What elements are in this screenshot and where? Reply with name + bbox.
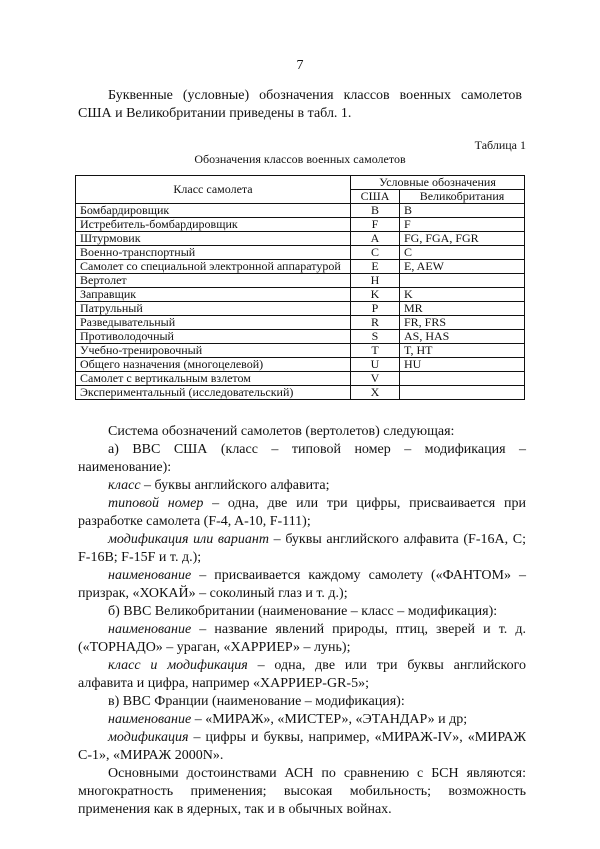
table-row <box>76 288 525 302</box>
paragraph <box>78 621 526 657</box>
cell-usa: R <box>351 316 400 330</box>
cell-class: Патрульный <box>76 302 351 316</box>
cell-class: Противолодочный <box>76 330 351 344</box>
definition: – одна, две или три цифры, присваивается при разработке самолета (F-4, A-10, F-111); <box>78 496 526 529</box>
table-row <box>76 218 525 232</box>
cell-usa: E <box>351 260 400 274</box>
cell-usa: P <box>351 302 400 316</box>
definition: – присваивается каждому самолету («ФАНТОМ» – призрак, «ХОКАЙ» – соколиный глаз и т. д.); <box>78 568 526 601</box>
cell-uk <box>400 372 525 386</box>
table-row <box>76 344 525 358</box>
table-row <box>76 246 525 260</box>
paragraph: Основными достоинствами АСН по сравнению с БСН являются: многократность применения; высокая мобильность; возможность применения как в ядерных, так и в обычных войнах. <box>78 766 526 817</box>
cell-class: Самолет с вертикальным взлетом <box>76 372 351 386</box>
header-usa: США <box>351 190 400 204</box>
cell-usa: H <box>351 274 400 288</box>
cell-usa: F <box>351 218 400 232</box>
table-row <box>76 302 525 316</box>
aircraft-class-table <box>75 175 525 400</box>
paragraph: б) ВВС Великобритании (наименование – класс – модификация): <box>108 604 498 619</box>
table-row <box>76 330 525 344</box>
cell-class: Экспериментальный (исследовательский) <box>76 386 351 400</box>
table-row <box>76 274 525 288</box>
table-row <box>76 204 525 218</box>
paragraph <box>78 495 526 531</box>
cell-uk: AS, HAS <box>400 330 525 344</box>
cell-class: Бомбардировщик <box>76 204 351 218</box>
table-row <box>76 372 525 386</box>
cell-uk: E, AEW <box>400 260 525 274</box>
body-text <box>78 423 526 819</box>
term: наименование <box>108 712 192 727</box>
cell-usa: U <box>351 358 400 372</box>
cell-uk: K <box>400 288 525 302</box>
cell-class: Истребитель-бомбардировщик <box>76 218 351 232</box>
cell-uk: HU <box>400 358 525 372</box>
cell-usa: S <box>351 330 400 344</box>
paragraph <box>78 477 526 495</box>
cell-usa: K <box>351 288 400 302</box>
cell-uk: B <box>400 204 525 218</box>
term: модификация <box>108 730 189 745</box>
header-uk: Великобритания <box>400 190 525 204</box>
cell-usa: A <box>351 232 400 246</box>
paragraph <box>78 657 526 693</box>
definition: – «МИРАЖ», «МИСТЕР», «ЭТАНДАР» и др; <box>191 712 468 727</box>
table-row <box>76 386 525 400</box>
cell-usa: C <box>351 246 400 260</box>
page-number: 7 <box>296 58 304 73</box>
term: класс и модификация <box>108 658 248 673</box>
cell-uk: T, HT <box>400 344 525 358</box>
cell-class: Заправщик <box>76 288 351 302</box>
header-class: Класс самолета <box>76 176 351 204</box>
paragraph: а) ВВС США (класс – типовой номер – модификация – наименование): <box>78 442 526 475</box>
term: наименование <box>108 622 192 637</box>
term: типовой номер <box>108 496 204 511</box>
header-group: Условные обозначения <box>351 176 525 190</box>
cell-class: Самолет со специальной электронной аппаратурой <box>76 260 351 274</box>
cell-class: Учебно-тренировочный <box>76 344 351 358</box>
definition: – цифры и буквы, например, «МИРАЖ-IV», «МИРАЖ С-1», «МИРАЖ 2000N». <box>78 730 526 763</box>
paragraph: Система обозначений самолетов (вертолетов) следующая: <box>108 424 455 439</box>
cell-uk <box>400 274 525 288</box>
cell-uk: FR, FRS <box>400 316 525 330</box>
cell-uk: F <box>400 218 525 232</box>
definition: – название явлений природы, птиц, зверей и т. д. («ТОРНАДО» – ураган, «ХАРРИЕР» – лунь); <box>78 622 526 655</box>
paragraph <box>78 729 526 765</box>
table-caption: Обозначения классов военных самолетов <box>194 152 406 166</box>
table-row <box>76 260 525 274</box>
cell-class: Военно-транспортный <box>76 246 351 260</box>
cell-usa: V <box>351 372 400 386</box>
definition: – буквы английского алфавита; <box>140 478 330 493</box>
cell-usa: T <box>351 344 400 358</box>
term: класс <box>108 478 141 493</box>
table-row <box>76 358 525 372</box>
term: наименование <box>108 568 192 583</box>
term: модификация или вариант <box>108 532 269 547</box>
table-row <box>76 232 525 246</box>
table-label: Таблица 1 <box>474 138 526 152</box>
paragraph <box>78 567 526 603</box>
cell-uk: FG, FGA, FGR <box>400 232 525 246</box>
definition: – одна, две или три буквы английского алфавита и цифра, например «ХАРРИЕР-GR-5»; <box>78 658 527 691</box>
cell-class: Вертолет <box>76 274 351 288</box>
table-body <box>76 204 525 400</box>
paragraph: в) ВВС Франции (наименование – модификация): <box>108 694 405 709</box>
cell-usa: B <box>351 204 400 218</box>
cell-uk: C <box>400 246 525 260</box>
cell-class: Общего назначения (многоцелевой) <box>76 358 351 372</box>
definition: – буквы английского алфавита (F-16А, С; F-16В; F-15F и т. д.); <box>78 532 526 565</box>
paragraph <box>78 531 526 567</box>
cell-usa: X <box>351 386 400 400</box>
cell-class: Штурмовик <box>76 232 351 246</box>
cell-class: Разведывательный <box>76 316 351 330</box>
paragraph <box>78 711 526 729</box>
table-row <box>76 316 525 330</box>
cell-uk <box>400 386 525 400</box>
cell-uk: MR <box>400 302 525 316</box>
intro-paragraph: Буквенные (условные) обозначения классов военных самолетов США и Великобритании приведены в табл. 1. <box>78 88 522 121</box>
